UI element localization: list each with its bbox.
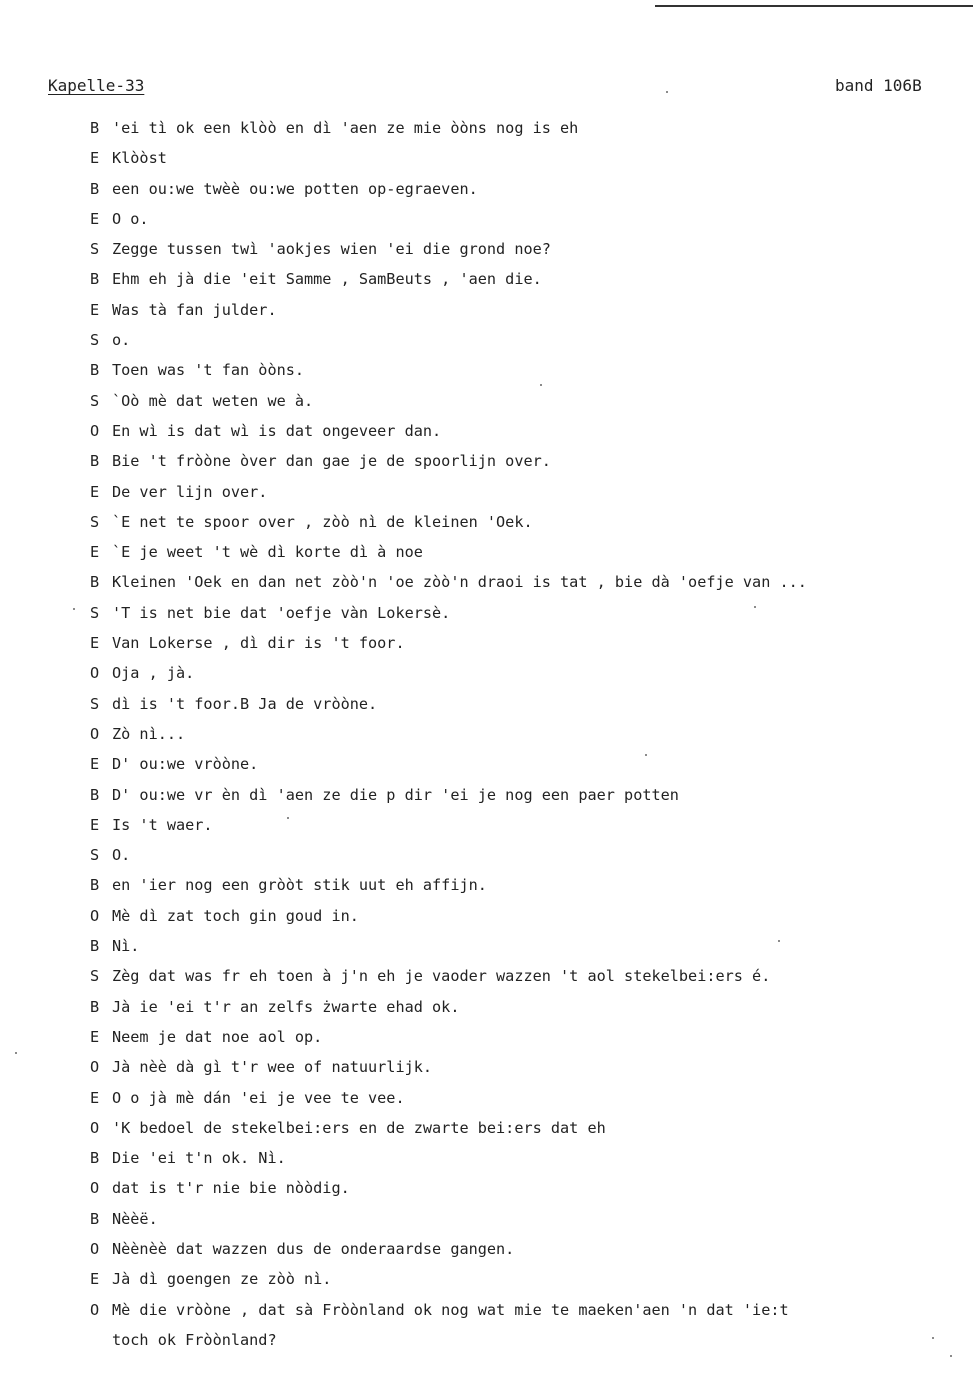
transcript-line — [90, 1173, 960, 1203]
scan-speck — [645, 754, 647, 756]
speaker-label: S — [90, 603, 100, 622]
transcript-line — [90, 446, 960, 476]
speaker-label: O — [90, 664, 100, 683]
scan-speck — [15, 1052, 17, 1054]
utterance-text: O. — [112, 846, 131, 865]
transcript-line — [90, 598, 960, 628]
speaker-label: E — [90, 482, 100, 501]
speaker-label: B — [90, 1209, 100, 1228]
speaker-label: E — [90, 755, 100, 774]
utterance-text: Nèèë. — [112, 1209, 158, 1228]
speaker-label: O — [90, 421, 100, 440]
speaker-label: O — [90, 724, 100, 743]
speaker-label: B — [90, 119, 100, 137]
speaker-label: O — [90, 1118, 100, 1137]
utterance-text: D' ou:we vr èn dì 'aen ze die p dir 'ei je nog een paer potten — [112, 785, 679, 804]
scan-speck — [950, 1355, 952, 1357]
transcript-line — [90, 386, 960, 416]
transcript-line — [90, 1052, 960, 1082]
transcript-line — [90, 1234, 960, 1264]
transcript-line — [90, 537, 960, 567]
transcript-line — [90, 355, 960, 385]
transcript-line — [90, 264, 960, 294]
transcript-line — [90, 174, 960, 204]
utterance-text: Die 'ei t'n ok. Nì. — [112, 1149, 286, 1168]
utterance-text: D' ou:we vròòne. — [112, 755, 259, 774]
speaker-label: S — [90, 694, 100, 713]
utterance-text: en 'ier nog een gròòt stik uut eh affijn. — [112, 876, 487, 895]
speaker-label: B — [90, 179, 100, 198]
speaker-label: S — [90, 846, 100, 865]
scan-speck — [73, 608, 75, 610]
utterance-text: Jà nèè dà gì t'r wee of natuurlijk. — [112, 1058, 433, 1077]
speaker-label: E — [90, 1270, 100, 1289]
speaker-label: B — [90, 997, 100, 1016]
utterance-text: `E je weet 't wè dì korte dì à noe — [112, 543, 423, 562]
utterance-text: `E net te spoor over , zòò nì de kleinen 'Oek. — [112, 512, 533, 531]
speaker-label: E — [90, 634, 100, 653]
speaker-label: B — [90, 937, 100, 956]
transcript-line — [90, 810, 960, 840]
utterance-text: Kleinen 'Oek en dan net zòò'n 'oe zòò'n draoi is tat , bie dà 'oefje van ... — [112, 573, 807, 592]
utterance-text: 'ei tì ok een klòò en dì 'aen ze mie òòns nog is eh — [112, 119, 579, 137]
utterance-text: Nì. — [112, 937, 140, 956]
transcript-line — [90, 204, 960, 234]
utterance-text: `Oò mè dat weten we à. — [112, 391, 314, 410]
speaker-label: E — [90, 149, 100, 168]
transcript-line — [90, 143, 960, 173]
speaker-label: E — [90, 543, 100, 562]
speaker-label: E — [90, 300, 100, 319]
utterance-text: Ehm eh jà die 'eit Samme , SamBeuts , 'aen die. — [112, 270, 542, 289]
utterance-text: Jà dì goengen ze zòò nì. — [112, 1270, 332, 1289]
transcript-line — [90, 840, 960, 870]
speaker-label: O — [90, 1300, 100, 1319]
utterance-text: Zegge tussen twì 'aokjes wien 'ei die grond noe? — [112, 240, 551, 259]
speaker-label: S — [90, 391, 100, 410]
transcript-line — [90, 113, 960, 143]
scan-speck — [287, 817, 289, 819]
scan-speck — [778, 940, 780, 942]
speaker-label: E — [90, 1088, 100, 1107]
transcript-line — [90, 749, 960, 779]
utterance-text: o. — [112, 331, 131, 350]
utterance-text: Is 't waer. — [112, 815, 213, 834]
transcript-line — [90, 1264, 960, 1294]
scan-speck — [932, 1337, 934, 1339]
transcript-line — [90, 1325, 960, 1355]
speaker-label: B — [90, 361, 100, 380]
utterance-text: Zò nì... — [112, 724, 186, 743]
transcript-line — [90, 931, 960, 961]
utterance-text: Neem je dat noe aol op. — [112, 1027, 323, 1046]
speaker-label: E — [90, 1027, 100, 1046]
transcript-line — [90, 507, 960, 537]
speaker-label: E — [90, 815, 100, 834]
utterance-text: Mè dì zat toch gin goud in. — [112, 906, 359, 925]
scan-speck — [754, 606, 756, 608]
transcript-line — [90, 628, 960, 658]
transcript-line — [90, 416, 960, 446]
transcript-line — [90, 961, 960, 991]
top-rule — [655, 5, 973, 7]
utterance-text: En wì is dat wì is dat ongeveer dan. — [112, 421, 442, 440]
speaker-label: B — [90, 270, 100, 289]
speaker-label: S — [90, 967, 100, 986]
speaker-label: B — [90, 1149, 100, 1168]
utterance-text: Mè die vròòne , dat sà Fròònland ok nog wat mie te maeken'aen 'n dat 'ie:t — [112, 1300, 789, 1319]
speaker-label: B — [90, 452, 100, 471]
utterance-text: 'T is net bie dat 'oefje vàn Lokersè. — [112, 603, 451, 622]
transcript-line — [90, 325, 960, 355]
transcript-lines — [90, 113, 960, 1355]
speaker-label: B — [90, 785, 100, 804]
utterance-text: De ver lijn over. — [112, 482, 268, 501]
utterance-text: O o jà mè dán 'ei je vee te vee. — [112, 1088, 405, 1107]
utterance-text: Was tà fan julder. — [112, 300, 277, 319]
speaker-label: O — [90, 1179, 100, 1198]
utterance-text: dì is 't foor.B Ja de vròòne. — [112, 694, 378, 713]
utterance-text: Van Lokerse , dì dir is 't foor. — [112, 634, 405, 653]
speaker-label: B — [90, 573, 100, 592]
utterance-text: Toen was 't fan òòns. — [112, 361, 305, 380]
speaker-label: S — [90, 331, 100, 350]
utterance-text: Klòòst — [112, 149, 167, 168]
utterance-text: een ou:we twèè ou:we potten op-egraeven. — [112, 179, 478, 198]
transcript-line — [90, 1113, 960, 1143]
transcript-line — [90, 689, 960, 719]
document-id: Kapelle-33 — [48, 76, 145, 95]
speaker-label: S — [90, 240, 100, 259]
transcript-line — [90, 295, 960, 325]
transcript-line — [90, 901, 960, 931]
speaker-label: O — [90, 1239, 100, 1258]
speaker-label: E — [90, 209, 100, 228]
transcript-line — [90, 719, 960, 749]
transcript-line — [90, 234, 960, 264]
utterance-text: 'K bedoel de stekelbei:ers en de zwarte bei:ers dat eh — [112, 1118, 606, 1137]
utterance-text: O o. — [112, 209, 149, 228]
scan-speck — [540, 384, 542, 386]
utterance-text: Oja , jà. — [112, 664, 195, 683]
transcript-line — [90, 477, 960, 507]
speaker-label: O — [90, 906, 100, 925]
tape-label: band 106B — [835, 76, 922, 95]
transcript-line — [90, 658, 960, 688]
utterance-text: dat is t'r nie bie nòòdig. — [112, 1179, 350, 1198]
utterance-text: Bie 't fròòne òver dan gae je de spoorlijn over. — [112, 452, 551, 471]
transcript-line — [90, 992, 960, 1022]
transcript-line — [90, 1143, 960, 1173]
scan-speck — [666, 91, 668, 93]
transcript-line — [90, 1204, 960, 1234]
transcript-line — [90, 567, 960, 597]
utterance-text: toch ok Fròònland? — [112, 1330, 277, 1349]
utterance-text: Zèg dat was fr eh toen à j'n eh je vaoder wazzen 't aol stekelbei:ers é. — [112, 967, 771, 986]
transcript-line — [90, 870, 960, 900]
transcript-line — [90, 1083, 960, 1113]
transcript-line — [90, 780, 960, 810]
utterance-text: Nèènèè dat wazzen dus de onderaardse gangen. — [112, 1239, 515, 1258]
speaker-label: O — [90, 1058, 100, 1077]
speaker-label: S — [90, 512, 100, 531]
speaker-label: B — [90, 876, 100, 895]
transcript-line — [90, 1295, 960, 1325]
utterance-text: Jà ie 'ei t'r an zelfs żwarte ehad ok. — [112, 997, 460, 1016]
transcript-line — [90, 1022, 960, 1052]
